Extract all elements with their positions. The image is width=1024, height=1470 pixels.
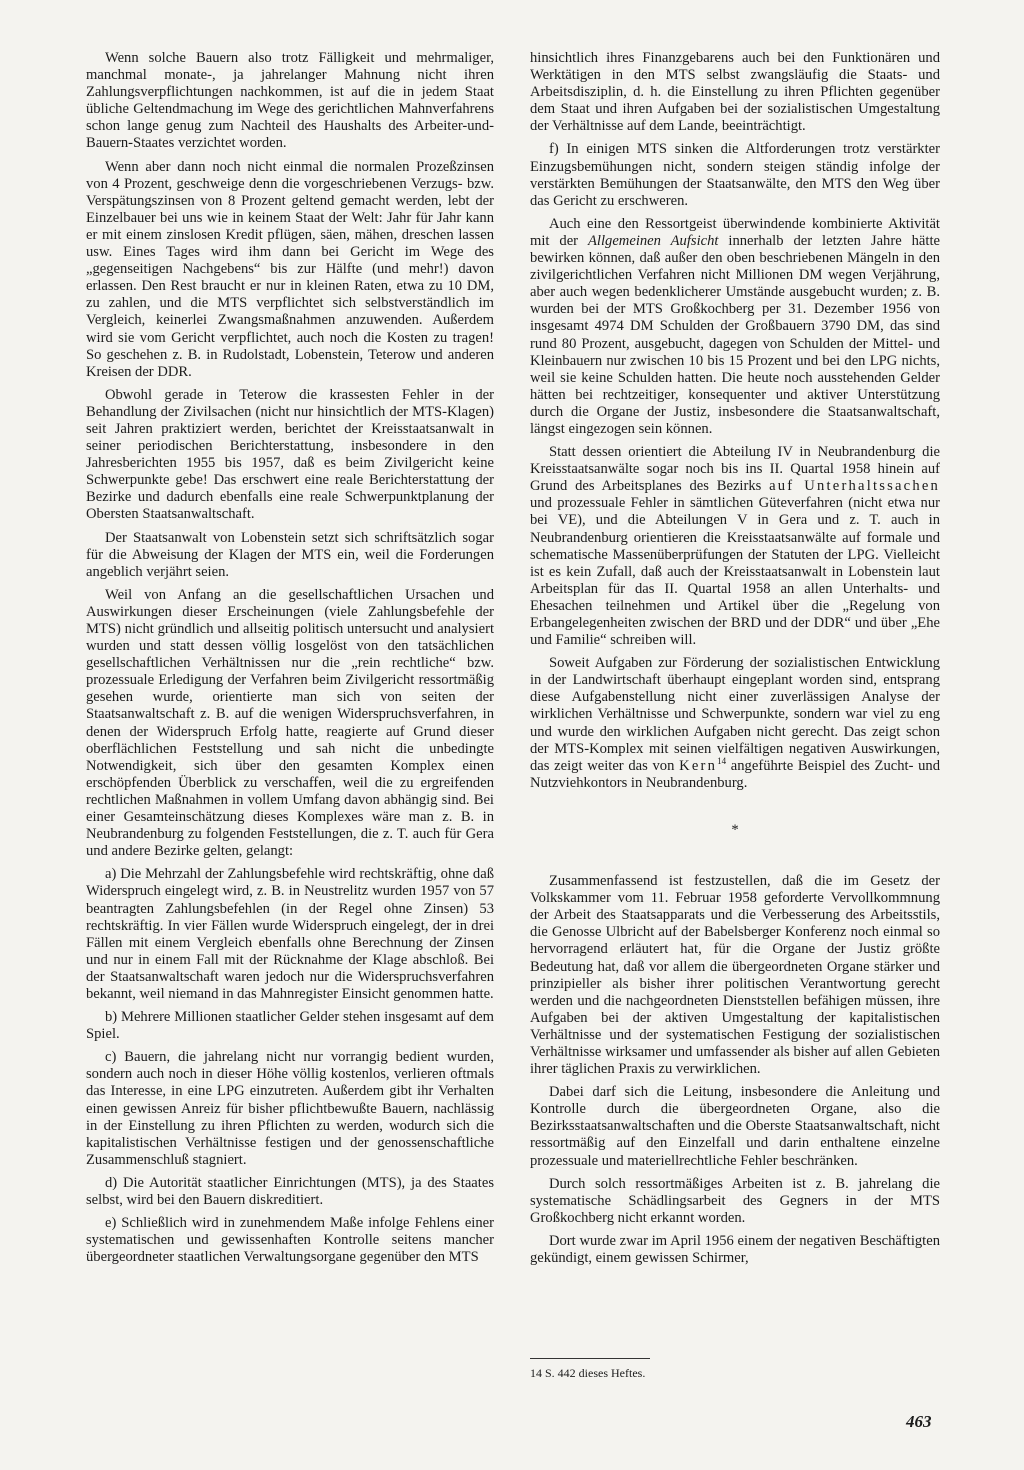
paragraph-item-b: b) Mehrere Millionen staatlicher Gelder stehen insgesamt auf dem Spiel. [86, 1009, 494, 1043]
text-segment: angeführte Beispiel des Zucht- und Nutzviehkontors in Neubrandenburg. [530, 757, 941, 791]
paragraph-item-e: e) Schließlich wird in zunehmendem Maße infolge Fehlens einer systematischen und gewissenhaften Kontrolle seitens mancher übergeordneter staatlichen Verwaltungsorgane gegenüber den MTS [86, 1215, 494, 1266]
paragraph-dort: Dort wurde zwar im April 1956 einem der negativen Beschäftigten gekündigt, einem gewissen Schirmer, [530, 1232, 940, 1266]
paragraph-ressortmaessig: Durch solch ressortmäßiges Arbeiten ist z. B. jahrelang die systematische Schädlingsarbeit des Gegners in der MTS Großkochberg nicht erkannt worden. [530, 1175, 940, 1226]
text-segment: innerhalb der letzten Jahre hätte bewirken können, daß außer den oben beschriebenen Mängeln in den zivilgerichtlichen Verfahren nicht Millionen DM wegen Verjährung, aber auch wegen bedenklicherer Umstände ausgebucht wurden; z. B. wurden bei der MTS Großkochberg per 31. Dezember 1956 von insgesamt 4974 DM Schulden der Großbauern 3790 DM, das sind rund 80 Prozent, ausgebucht, dagegen von Schulden der Mittel- und Kleinbauern nur zwischen 10 bis 15 Prozent und bei den LPG nichts, weil sie keine Schulden hatten. Die heute noch ausstehenden Gelder hätten bei rechtzeitiger, konsequenter und aktiver Unterstützung durch die Organe der Justiz, insbesondere die Staatsanwaltschaft, längst eingezogen sein können. [530, 232, 940, 437]
paragraph-continuation: hinsichtlich ihres Finanzgebarens auch bei den Funktionären und Werktätigen in den MTS selbst zwangsläufig die Staats- und Arbeitsdisziplin, d. h. die Einstellung zu ihren Pflichten gegenüber dem Staat und ihren Aufgaben bei der sozialistischen Umgestaltung der Verhältnisse auf dem Lande, beeinträchtigt. [530, 50, 940, 135]
paragraph-allgemeine-aufsicht [530, 216, 940, 438]
paragraph-dabei: Dabei darf sich die Leitung, insbesondere die Anleitung und Kontrolle durch die übergeordneten Organe, also die Bezirksstaatsanwaltschaften und die Oberste Staatsanwaltschaft, nicht ressortmäßig auf den Einzelfall und darin enthaltene einzelne prozessuale und materiellrechtliche Fehler beschränken. [530, 1084, 940, 1169]
spaced-kern: Kern [679, 757, 718, 774]
paragraph-teterow: Obwohl gerade in Teterow die krassesten Fehler in der Behandlung der Zivilsachen (nicht nur hinsichtlich der MTS-Klagen) seit Jahren praktiziert werden, berichtet der Kreisstaatsanwalt in seiner periodischen Berichterstattung, insbesondere in den Jahresberichten 1955 bis 1957, daß es beim Zivilgericht keine Schwerpunkte gebe! Das erschwert eine reale Berichterstattung der Bezirke und dadurch ebenfalls eine reale Schwerpunktplanung der Obersten Staatsanwaltschaft. [86, 386, 494, 523]
text-segment: und prozessuale Fehler in sämtlichen Güteverfahren (nicht etwa nur bei VE), und die Abteilungen V in Gera und z. T. auch in Neubrandenburg orientieren die Kreisstaatsanwälte auf formale und schematische Massenüberprüfungen der Statuten der LPG. Vielleicht ist es kein Zufall, daß auch der Kreisstaatsanwalt in Lobenstein laut Arbeitsplan für das II. Quartal 1958 an allen Unterhalts- und Ehesachen teilnehmen und Artikel über die „Regelung von Erbangelegenheiten zwischen der BRD und der DDR“ und über „Ehe und Familie“ schreiben will. [530, 495, 940, 649]
text-segment: Statt dessen orientiert die Abteilung IV in Neubrandenburg die Kreisstaatsanwälte sogar noch bis ins II. Quartal 1958 hinein auf Grund des Arbeitsplanes des Bezirks [530, 444, 940, 495]
paragraph-item-f: f) In einigen MTS sinken die Altforderungen trotz verstärkter Einzugsbemühungen nicht, sondern steigen ständig infolge der verstärkten Bemühungen der Staatsanwälte, den MTS den Weg über das Gericht zu erschweren. [530, 141, 940, 209]
paragraph-zusammenfassend: Zusammenfassend ist festzustellen, daß die im Gesetz der Volkskammer vom 11. Februar 1958 geforderte Vervollkommnung der Arbeit des Staatsapparats und die Verbesserung des Arbeitsstils, die Genosse Ulbricht auf der Babelsberger Konferenz noch einmal so hervorragend erläutert hat, für die Organe der Justiz größte Bedeutung hat, daß vor allem die übergeordneten Organe stärker und prinzipieller als bisher ihrer politischen Verantwortung gerecht werden und die nachgeordneten Dienststellen befähigen müssen, ihre Aufgaben bei der aktiven Umgestaltung der kapitalistischen Verhältnisse und der systematischen Festigung der sozialistischen Verhältnisse wirksamer und umfassender als bisher auf allen Gebieten ihrer täglichen Praxis zu verwirklichen. [530, 873, 940, 1078]
paragraph-statt-dessen [530, 444, 940, 649]
right-column [530, 50, 940, 1273]
paragraph-item-c: c) Bauern, die jahrelang nicht nur vorrangig bedient wurden, sondern auch noch in dieser Höhe völlig kostenlos, verlieren oftmals das Interesse, in eine LPG einzutreten. Außerdem gibt ihr Verhalten einen gewissen Anreiz für bisher pflichtbewußte Bauern, nachlässig in der Einstellung zu ihren Pflichten zu werden, wodurch sich die kapitalistischen Verhältnisse festigen und der genossenschaftliche Zusammenschluß stagniert. [86, 1049, 494, 1168]
paragraph-soweit [530, 655, 940, 792]
text-segment: Auch eine den Ressortgeist überwindende kombinierte Aktivität mit der [530, 215, 940, 249]
paragraph-bauern-mahnung: Wenn solche Bauern also trotz Fälligkeit und mehrmaliger, manchmal monate-, ja jahrelanger Mahnung nicht ihren Zahlungsverpflichtungen nachkommen, ist auf die in jedem Staat übliche Geltendmachung im Wege des gerichtlichen Mahnverfahrens schon lange genug zum Nachteil des Haushalts des Arbeiter-und-Bauern-Staates verzichtet worden. [86, 50, 494, 152]
paragraph-item-d: d) Die Autorität staatlicher Einrichtungen (MTS), ja des Staates selbst, wird bei den Bauern diskreditiert. [86, 1174, 494, 1208]
footnote: 14 S. 442 dieses Heftes. [530, 1366, 646, 1380]
left-column [86, 50, 494, 1272]
paragraph-lobenstein: Der Staatsanwalt von Lobenstein setzt sich schriftsätzlich sogar für die Abweisung der Klagen der MTS ein, weil die Forderungen angeblich verjährt seien. [86, 529, 494, 580]
paragraph-ursachen: Weil von Anfang an die gesellschaftlichen Ursachen und Auswirkungen dieser Erscheinungen (viele Zahlungsbefehle der MTS) nicht gründlich und allseitig politisch untersucht und analysiert wurden und statt dessen völlig losgelöst von den tatsächlichen gesellschaftlichen Verhältnissen nur die „rein rechtliche“ bzw. prozessuale Erledigung der Verfahren beim Zivilgericht ressortmäßig gesehen wurde, orientierte man sich von seiten der Staatsanwaltschaft z. B. auf die wenigen Widerspruchsverfahren, in denen der Widerspruch Erfolg hatte, reagierte auf Grund dieser oberflächlichen Feststellung und sah nicht die unbedingte Notwendigkeit, sich über den gesamten Komplex einen erschöpfenden Überblick zu verschaffen, weil die zu ergreifenden rechtlichen Maßnahmen in vollem Umfang davon abhängig sind. Bei einer Gesamteinschätzung dieses Komplexes wäre man z. B. in Neubrandenburg zu folgenden Feststellungen, die z. T. auch für Gera und andere Bezirke gelten, gelangt: [86, 586, 494, 860]
paragraph-prozesszinsen: Wenn aber dann noch nicht einmal die normalen Prozeßzinsen von 4 Prozent, geschweige denn die vorgeschriebenen Verzugs- bzw. Verspätungszinsen von 8 Prozent geltend gemacht werden, lebt der Einzelbauer bei uns wie in keinem Staat der Welt: Jahr für Jahr kann er mit einem zinslosen Kredit pflügen, säen, mähen, dreschen lassen usw. Eines Tages wird ihm dann bei Gericht im Wege des „gegenseitigen Nachgebens“ bis zur Hälfte (und mehr!) davon erlassen. Den Rest braucht er nur in kleinen Raten, etwa zu 10 DM, zu zahlen, und die MTS verpflichtet sich selbstverständlich im Vergleich, keinerlei Zwangsmaßnahmen anzuwenden. Außerdem wird sie vom Gericht verpflichtet, auch noch die Kosten zu tragen! So geschehen z. B. in Rudolstadt, Lobenstein, Teterow und anderen Kreisen der DDR. [86, 158, 494, 380]
footnote-rule [530, 1358, 650, 1359]
footnote-ref: 14 [717, 755, 727, 766]
emphasis-allgemeine-aufsicht: Allgemeinen Aufsicht [588, 232, 719, 249]
text-segment: Soweit Aufgaben zur Förderung der sozialistischen Entwicklung in der Landwirtschaft überhaupt eingeplant worden sind, entsprang diese Aufgabenstellung nicht einer zuverlässigen Analyse der wirklichen Verhältnisse und Schwerpunkte, sondern war viel zu eng und wurde den wirklichen Aufgaben nicht gerecht. Das zeigt schon der MTS-Komplex mit seinen vielfältigen negativen Auswirkungen, das zeigt weiter das von [530, 655, 940, 774]
paragraph-item-a: a) Die Mehrzahl der Zahlungsbefehle wird rechtskräftig, ohne daß Widerspruch eingelegt wird, z. B. in Neustrelitz wurden 1957 von 57 beantragten Zahlungsbefehlen (in der Regel ohne Zinsen) 53 rechtskräftig. In vier Fällen wurde Widerspruch eingelegt, der in drei Fällen mit einem Vergleich ebenfalls ohne Berechnung der Zinsen und nur in einem Fall mit der Rücknahme der Klage abschloß. Bei der Staatsanwaltschaft waren jedoch nur die Widerspruchsverfahren bekannt, weil niemand in das Mahnregister Einsicht genommen hatte. [86, 866, 494, 1002]
spaced-unterhaltssachen: auf Unterhaltssachen [769, 478, 940, 495]
page-number: 463 [906, 1412, 932, 1431]
section-separator-star: * [731, 821, 739, 838]
